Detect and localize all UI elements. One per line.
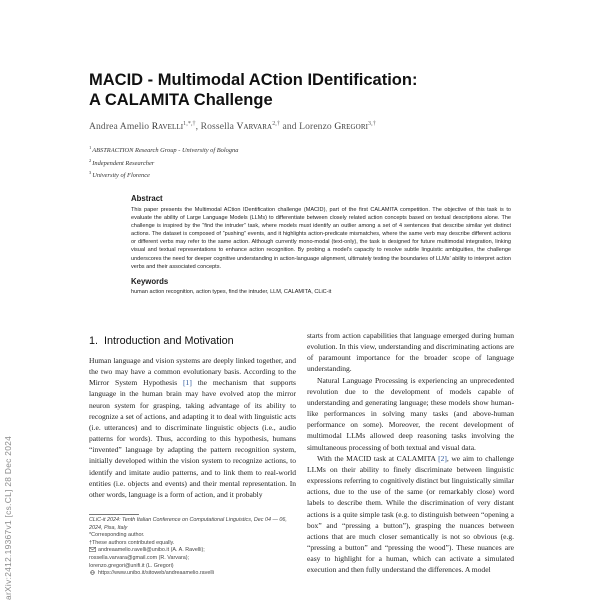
- affiliation-text: ABSTRACTION Research Group - University of Bologna: [92, 147, 239, 154]
- affiliations: [89, 143, 529, 181]
- abstract-block: [131, 194, 511, 296]
- footnote-rule: [89, 514, 139, 515]
- title-line-2: A CALAMITA Challenge: [89, 91, 273, 109]
- affiliation-mark: 2: [89, 157, 92, 163]
- paragraph-text: the mechanism that supports language in the human brain may have evolved atop the mirror neuron system for grasping, taking advantage of its ability to recognize a set of actions, and adapting it to deal with linguistic acts (i.e. utterances) and to discriminate linguistic objects (i.e., audio patterns for words). Thus, according to this hypothesis, humans “invented” language by adapting the pattern recognition system, initially developed within the vision system to recognize actions, to identify and imitate audio patterns, and to link them to real-world entities (i.e. objects and events) and their mental representation. In other words, language is a form of action, and it probably: [89, 378, 296, 499]
- author-given-name: Lorenzo: [299, 121, 332, 132]
- author-marks: 1,*,†: [183, 121, 196, 127]
- affiliation-mark: 1: [89, 145, 92, 150]
- author-given-name: Andrea Amelio: [89, 121, 150, 132]
- footnote-conference: CLiC-it 2024: Tenth Italian Conference on Computational Linguistics, Dec 04 — 06, 2024, Pisa, Italy: [89, 517, 287, 531]
- section-number: 1.: [89, 335, 99, 347]
- author-separator: ,: [195, 121, 199, 132]
- paragraph: Natural Language Processing is experiencing an unprecedented revolution due to the development of models capable of understanding and generating language; these models show human-like performances in solving many tasks (and above-human performance on some). Moreover, the recent development of multimodal LLMs allowed deep reasoning tasks involving the simultaneous processing of both textual and visual data.: [307, 375, 514, 452]
- author-separator: and: [282, 121, 297, 132]
- author-surname: Varvara: [236, 121, 273, 132]
- affiliation-item: [89, 156, 529, 169]
- footnote-equal: †These authors contributed equally.: [89, 539, 175, 546]
- footnote-email: [89, 547, 289, 555]
- arxiv-stamp: [3, 360, 15, 600]
- email-icon: [89, 547, 96, 552]
- paragraph-text: Human language and vision systems are deeply linked together, and the two may have a common evolutionary basis. According to the Mirror System Hypothesis: [89, 356, 296, 388]
- paragraph: [89, 355, 296, 500]
- affiliation-text: University of Florence: [92, 172, 150, 180]
- footnote-url: [89, 570, 289, 578]
- keywords-text: human action recognition, action types, find the intruder, LLM, CALAMITA, CLiC-it: [131, 288, 332, 295]
- globe-icon: [89, 570, 96, 575]
- affiliation-mark: 3: [89, 170, 92, 176]
- title-line-1: MACID - Multimodal ACtion IDentification:: [89, 71, 418, 89]
- author-marks: 2,†: [272, 121, 281, 127]
- author-marks: 3,†: [368, 121, 376, 127]
- author-surname: Gregori: [334, 121, 369, 132]
- section-title: Introduction and Motivation: [104, 335, 234, 347]
- paragraph: starts from action capabilities that language emerged during human evolution. In this view, understanding and discriminating actions are of paramount importance for the broader scope of language understanding.: [307, 331, 514, 374]
- paragraph-text: With the MACID task at CALAMITA: [317, 453, 439, 463]
- right-column: [307, 330, 514, 600]
- keywords-heading: Keywords: [131, 276, 169, 286]
- abstract-heading: Abstract: [131, 194, 163, 203]
- left-column: [89, 355, 296, 507]
- footnote-corresponding: *Corresponding author.: [89, 532, 145, 539]
- email-link[interactable]: andreaamelio.ravelli@unibo.it (A. A. Ravelli);: [98, 547, 205, 554]
- email-link[interactable]: lorenzo.gregori@unifi.it (L. Gregori): [89, 562, 174, 569]
- paragraph-text: , we aim to challenge LLMs on their ability to finely discriminate between linguistic expressions referring to cognitively distinct but linguistically similar actions, due to the use of the same (or remarkably close) word labels to describe them. While the discrimination of very distant actions is a quite simple task (e.g. to distinguish between “opening a box” and “pressing a button”), grasping the nuances between actions that are much closer semantically is not so obvious (e.g. “pressing a button” and “pressing the wood”). These nuances are easy to highlight for a human, which can activate a simulated execution and then fully understand the differences. A model: [307, 453, 514, 575]
- author-list: [89, 121, 529, 132]
- paper-title: [89, 70, 529, 110]
- author-surname: Ravelli: [151, 121, 184, 132]
- author-given-name: Rossella: [200, 121, 234, 132]
- affiliation-item: [89, 143, 529, 156]
- affiliation-item: [89, 168, 529, 181]
- affiliation-text: Independent Researcher: [92, 159, 155, 167]
- abstract-text: This paper presents the Multimodal ACtion IDentification challenge (MACID), part of the first CALAMITA competition. The objective of this task is to evaluate the ability of Large Language Models (LLMs) to differentiate between closely related action concepts based on textual descriptions alone. The challenge is inspired by the “find the intruder” task, where models must identify an outlier among a set of 4 sentences that describe similar yet distinct actions. The dataset is composed of “pushing” events, and it highlights action-predicate mismatches, where the same verb may describe different actions or different verbs may refer to the same action. Although currently mono-modal (text-only), the task is designed for future multimodal integration, linking visual and textual representations to enhance action recognition. By probing a model’s capacity to resolve subtle linguistic ambiguities, the challenge underscores the need for deeper cognitive understanding in action-language alignment, ultimately testing the boundaries of LLMs’ ability to interpret action verbs and their associated concepts.: [131, 207, 511, 270]
- citation-link[interactable]: [2]: [438, 453, 447, 463]
- footnotes: [89, 517, 289, 600]
- arxiv-stamp-text: arXiv:2412.19367v1 [cs.CL] 28 Dec 2024: [3, 435, 13, 600]
- section-heading: [89, 335, 309, 347]
- email-link[interactable]: rossella.varvara@gmail.com (R. Varvara);: [89, 554, 190, 561]
- citation-link[interactable]: [1]: [183, 378, 192, 388]
- paragraph: [307, 453, 514, 576]
- url-link[interactable]: https://www.unibo.it/sitoweb/andreaamelio.ravelli: [98, 570, 214, 577]
